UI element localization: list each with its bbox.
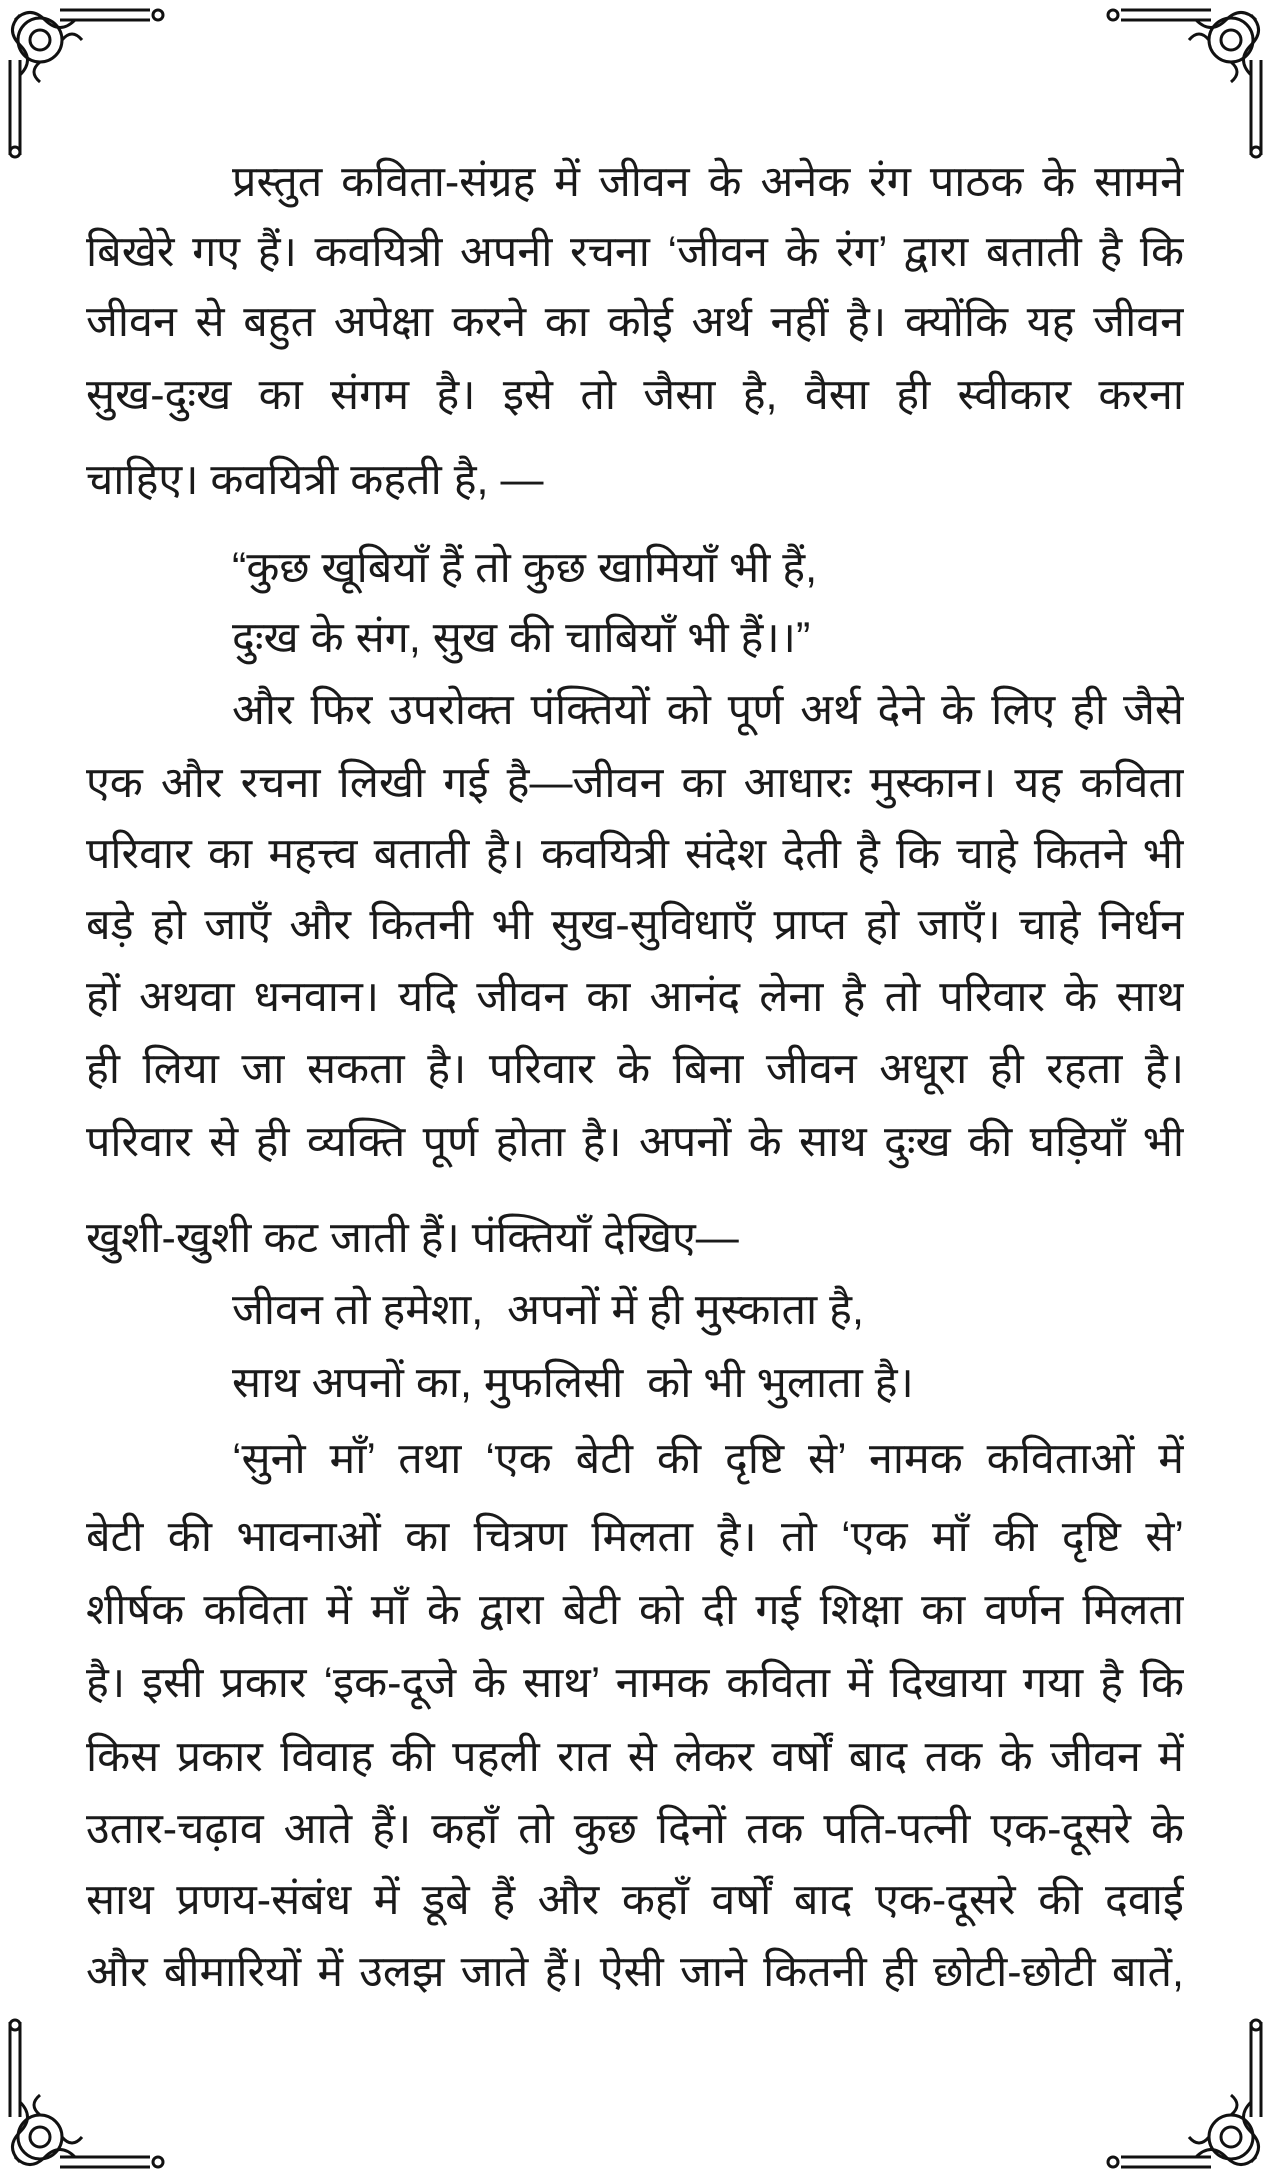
paragraph-line: परिवार का महत्त्व बताती है। कवयित्री संदेश देती है कि चाहे कितने भी xyxy=(86,830,1184,878)
corner-ornament-top-left-icon xyxy=(0,0,165,160)
verse-line: साथ अपनों का, मुफलिसी को भी भुलाता है। xyxy=(232,1359,914,1407)
paragraph-line: उतार-चढ़ाव आते हैं। कहाँ तो कुछ दिनों तक पति-पत्नी एक-दूसरे के xyxy=(86,1805,1184,1853)
paragraph-line: खुशी-खुशी कट जाती हैं। पंक्तियाँ देखिए— xyxy=(86,1214,739,1262)
paragraph-line: और बीमारियों में उलझ जाते हैं। ऐसी जाने कितनी ही छोटी-छोटी बातें, xyxy=(86,1948,1184,1996)
paragraph-line: बेटी की भावनाओं का चित्रण मिलता है। तो ‘एक माँ की दृष्टि से’ xyxy=(86,1513,1184,1561)
verse-line: “कुछ खूबियाँ हैं तो कुछ खामियाँ भी हैं, xyxy=(232,544,818,592)
paragraph-line: एक और रचना लिखी गई है—जीवन का आधारः मुस्कान। यह कविता xyxy=(86,759,1184,807)
paragraph-line: किस प्रकार विवाह की पहली रात से लेकर वर्षों बाद तक के जीवन में xyxy=(86,1733,1184,1781)
paragraph-line: परिवार से ही व्यक्ति पूर्ण होता है। अपनों के साथ दुःख की घड़ियाँ भी xyxy=(86,1118,1184,1166)
verse-line: जीवन तो हमेशा, अपनों में ही मुस्काता है, xyxy=(232,1286,864,1334)
paragraph-line: ‘सुनो माँ’ तथा ‘एक बेटी की दृष्टि से’ नामक कविताओं में xyxy=(232,1435,1184,1483)
paragraph-line: और फिर उपरोक्त पंक्तियों को पूर्ण अर्थ देने के लिए ही जैसे xyxy=(232,686,1184,734)
paragraph-line: चाहिए। कवयित्री कहती है, — xyxy=(86,456,544,504)
paragraph-line: बिखेरे गए हैं। कवयित्री अपनी रचना ‘जीवन के रंग’ द्वारा बताती है कि xyxy=(86,228,1184,276)
corner-ornament-bottom-right-icon xyxy=(1106,2017,1271,2177)
paragraph-line: ही लिया जा सकता है। परिवार के बिना जीवन अधूरा ही रहता है। xyxy=(86,1045,1184,1093)
paragraph-line: साथ प्रणय-संबंध में डूबे हैं और कहाँ वर्षों बाद एक-दूसरे की दवाई xyxy=(86,1876,1184,1924)
paragraph-line: सुख-दुःख का संगम है। इसे तो जैसा है, वैसा ही स्वीकार करना xyxy=(86,371,1184,419)
paragraph-line: है। इसी प्रकार ‘इक-दूजे के साथ’ नामक कविता में दिखाया गया है कि xyxy=(86,1659,1184,1707)
corner-ornament-bottom-left-icon xyxy=(0,2017,165,2177)
verse-line: दुःख के संग, सुख की चाबियाँ भी हैं।।” xyxy=(232,614,811,662)
paragraph-line: हों अथवा धनवान। यदि जीवन का आनंद लेना है तो परिवार के साथ xyxy=(86,973,1184,1021)
corner-ornament-top-right-icon xyxy=(1106,0,1271,160)
paragraph-line: शीर्षक कविता में माँ के द्वारा बेटी को दी गई शिक्षा का वर्णन मिलता xyxy=(86,1586,1184,1634)
paragraph-line: जीवन से बहुत अपेक्षा करने का कोई अर्थ नहीं है। क्योंकि यह जीवन xyxy=(86,298,1184,346)
paragraph-line: बड़े हो जाएँ और कितनी भी सुख-सुविधाएँ प्राप्त हो जाएँ। चाहे निर्धन xyxy=(86,901,1184,949)
paragraph-line: प्रस्तुत कविता-संग्रह में जीवन के अनेक रंग पाठक के सामने xyxy=(232,158,1184,206)
